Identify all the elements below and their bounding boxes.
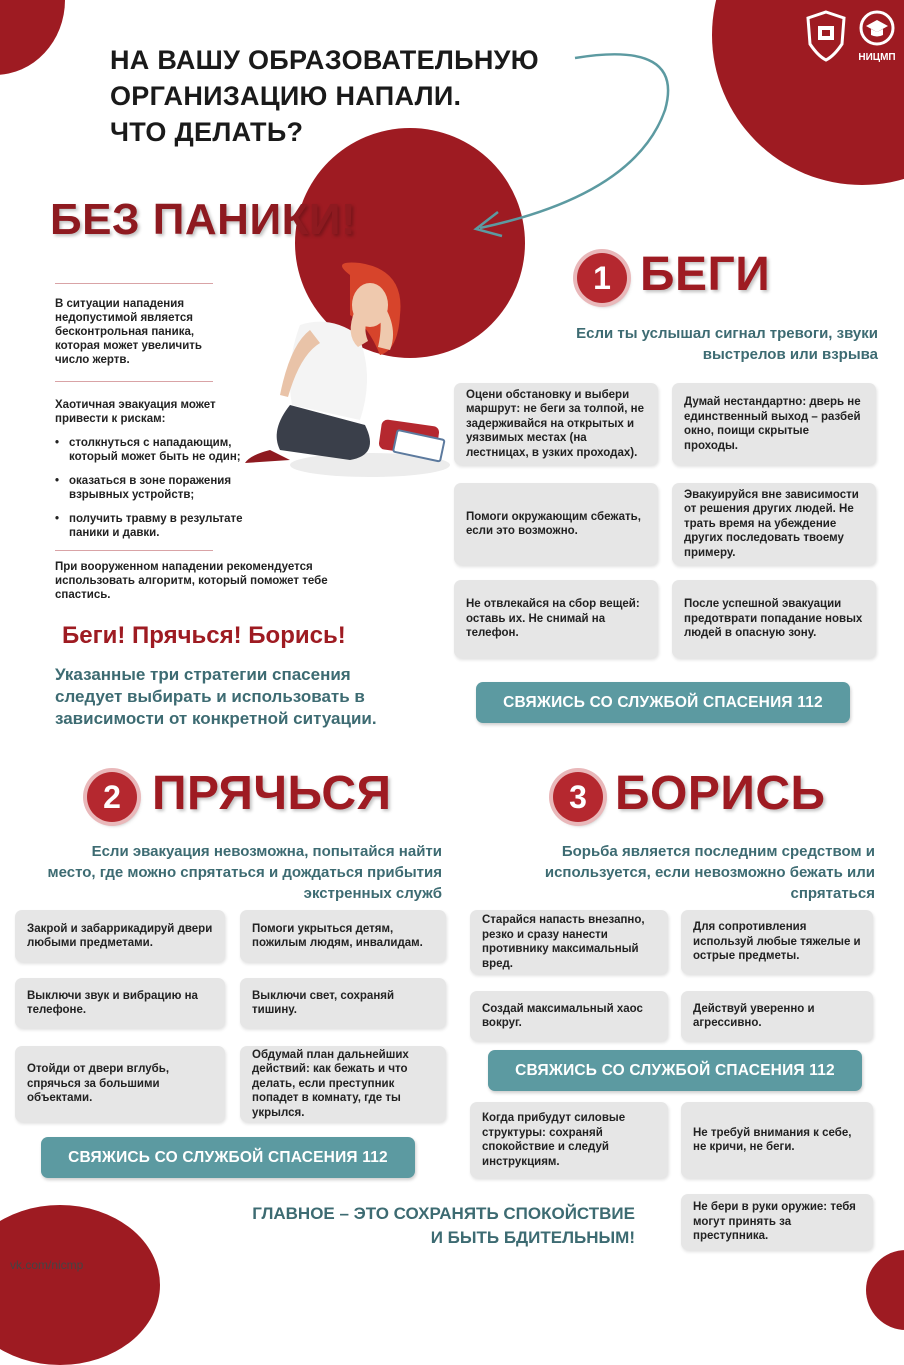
fight-card-4: Действуй уверенно и агрессивно. [681, 991, 873, 1041]
hide-card-4: Выключи свет, сохраняй тишину. [240, 978, 446, 1028]
divider-1 [55, 283, 213, 284]
divider-3 [55, 550, 213, 551]
run-title: БЕГИ [640, 248, 771, 301]
hide-card-6: Обдумай план дальнейших действий: как бежать и что делать, если преступник попадет в комнату, где ты укрылся. [240, 1046, 446, 1122]
panicked-woman-illustration [230, 255, 460, 490]
hide-intro: Если эвакуация невозможна, попытайся найти место, где можно спрятаться и дождаться прибытия экстренных служб [47, 843, 442, 902]
run-card-3: Помоги окружающим сбежать, если это возможно. [454, 483, 658, 565]
title-line-1: НА ВАШУ ОБРАЗОВАТЕЛЬНУЮ [110, 45, 539, 75]
logo-label: НИЦМП [858, 52, 896, 63]
step-number-2: 2 [87, 772, 137, 822]
footer-link[interactable]: vk.com/nicmp [10, 1258, 84, 1272]
run-intro: Если ты услышал сигнал тревоги, звуки выстрелов или взрыва [576, 325, 878, 363]
call-112-button-run[interactable]: СВЯЖИСЬ СО СЛУЖБОЙ СПАСЕНИЯ 112 [476, 682, 850, 723]
risks-list [55, 436, 245, 540]
risk-item: • оказаться в зоне поражения взрывных устройств; [55, 474, 245, 502]
call-112-button-fight[interactable]: СВЯЖИСЬ СО СЛУЖБОЙ СПАСЕНИЯ 112 [488, 1050, 862, 1091]
run-card-1: Оцени обстановку и выбери маршрут: не беги за толпой, не задерживайся на открытых и уязвимых местах (на лестницах, в узких проходах). [454, 383, 658, 465]
fight-card-3: Создай максимальный хаос вокруг. [470, 991, 668, 1041]
hide-card-5: Отойди от двери вглубь, спрячься за большими объектами. [15, 1046, 225, 1122]
strategies-text: Указанные три стратегии спасения следует выбирать и использовать в зависимости от конкретной ситуации. [55, 665, 377, 728]
algorithm-paragraph: При вооруженном нападении рекомендуется использовать алгоритм, который поможет тебе спастись. [55, 561, 328, 601]
slogan: Беги! Прячься! Борись! [62, 622, 346, 649]
nicmp-logo [852, 10, 902, 64]
graduation-cap-icon [859, 10, 895, 46]
panic-paragraph: В ситуации нападения недопустимой является бесконтрольная паника, которая может увеличить число жертв. [55, 298, 203, 366]
fight-card-5: Когда прибудут силовые структуры: сохраняй спокойствие и следуй инструкциям. [470, 1102, 668, 1178]
corner-blob-bottom-left [0, 1205, 160, 1365]
hide-title: ПРЯЧЬСЯ [152, 767, 392, 820]
final-message [200, 1202, 635, 1250]
run-card-2: Думай нестандартно: дверь не единственный выход – разбей окно, поищи скрытые проходы. [672, 383, 876, 465]
risks-intro: Хаотичная эвакуация может привести к рискам: [55, 399, 216, 425]
call-112-button-hide[interactable]: СВЯЖИСЬ СО СЛУЖБОЙ СПАСЕНИЯ 112 [41, 1137, 415, 1178]
fight-title: БОРИСЬ [615, 767, 826, 820]
run-card-5: Не отвлекайся на сбор вещей: оставь их. Не снимай на телефон. [454, 580, 658, 658]
run-card-4: Эвакуируйся вне зависимости от решения других людей. Не трать время на убеждение других последовать твоему примеру. [672, 483, 876, 565]
risk-item: • получить травму в результате паники и давки. [55, 512, 245, 540]
panic-title: БЕЗ ПАНИКИ! [50, 195, 357, 244]
risk-item: • столкнуться с нападающим, который может быть не один; [55, 436, 245, 464]
fight-intro: Борьба является последним средством и используется, если невозможно бежать или спрятаться [544, 843, 875, 902]
corner-blob-bottom-right [866, 1250, 904, 1330]
divider-2 [55, 381, 213, 382]
title-line-3: ЧТО ДЕЛАТЬ? [110, 117, 304, 147]
fight-card-7: Не бери в руки оружие: тебя могут принять за преступника. [681, 1194, 873, 1250]
step-number-3: 3 [553, 772, 603, 822]
title-line-2: ОРГАНИЗАЦИЮ НАПАЛИ. [110, 81, 462, 111]
hide-card-1: Закрой и забаррикадируй двери любыми предметами. [15, 910, 225, 962]
corner-blob-top-left [0, 0, 65, 75]
curved-arrow-icon [440, 40, 700, 250]
fight-card-2: Для сопротивления используй любые тяжелые и острые предметы. [681, 910, 873, 974]
fight-card-6: Не требуй внимания к себе, не кричи, не беги. [681, 1102, 873, 1178]
risks-block [55, 398, 245, 540]
hide-card-3: Выключи звук и вибрацию на телефоне. [15, 978, 225, 1028]
run-card-6: После успешной эвакуации предотврати попадание новых людей в опасную зону. [672, 580, 876, 658]
fight-card-1: Старайся напасть внезапно, резко и сразу нанести противнику максимальный вред. [470, 910, 668, 974]
final-line-1: ГЛАВНОЕ – ЭТО СОХРАНЯТЬ СПОКОЙСТВИЕ [252, 1204, 635, 1223]
final-line-2: И БЫТЬ БДИТЕЛЬНЫМ! [430, 1228, 635, 1247]
emblem-icon [804, 10, 848, 62]
step-number-1: 1 [577, 253, 627, 303]
hide-card-2: Помоги укрыться детям, пожилым людям, инвалидам. [240, 910, 446, 962]
